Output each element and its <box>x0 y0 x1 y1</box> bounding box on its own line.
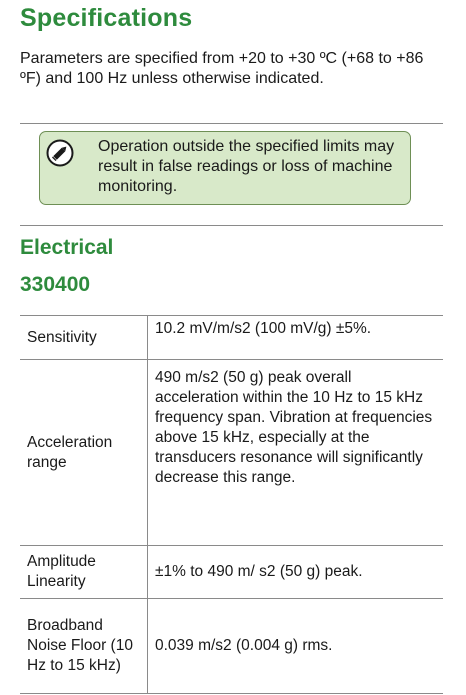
param-cell: Sensitivity <box>20 316 148 360</box>
value-cell: 10.2 mV/m/s2 (100 mV/g) ±5%. <box>148 316 444 360</box>
spec-table <box>20 315 443 694</box>
table-row <box>20 360 443 546</box>
table-row <box>20 316 443 360</box>
page-title: Specifications <box>20 4 193 32</box>
divider-top <box>20 123 443 124</box>
subsection-heading-model: 330400 <box>20 273 91 296</box>
param-cell: Amplitude Linearity <box>20 546 148 599</box>
value-cell: ±1% to 490 m/ s2 (50 g) peak. <box>148 546 444 599</box>
intro-paragraph: Parameters are specified from +20 to +30 ºC (+68 to +86 ºF) and 100 Hz unless otherwise indicated. <box>20 50 424 87</box>
value-cell: 490 m/s2 (50 g) peak overall acceleration within the 10 Hz to 15 kHz frequency span. Vibration at frequencies above 15 kHz, especially at the transducers resonance will significantly decrease this range. <box>148 360 444 546</box>
divider-bottom <box>20 225 443 226</box>
param-cell: Acceleration range <box>20 360 148 546</box>
table-row <box>20 599 443 694</box>
value-cell: 0.039 m/s2 (0.004 g) rms. <box>148 599 444 694</box>
note-text: Operation outside the specified limits may result in false readings or loss of machine monitoring. <box>98 138 395 195</box>
note-callout <box>39 131 411 205</box>
table-row <box>20 546 443 599</box>
section-heading-electrical: Electrical <box>20 236 114 259</box>
param-cell: Broadband Noise Floor (10 Hz to 15 kHz) <box>20 599 148 694</box>
pencil-icon <box>46 139 74 167</box>
